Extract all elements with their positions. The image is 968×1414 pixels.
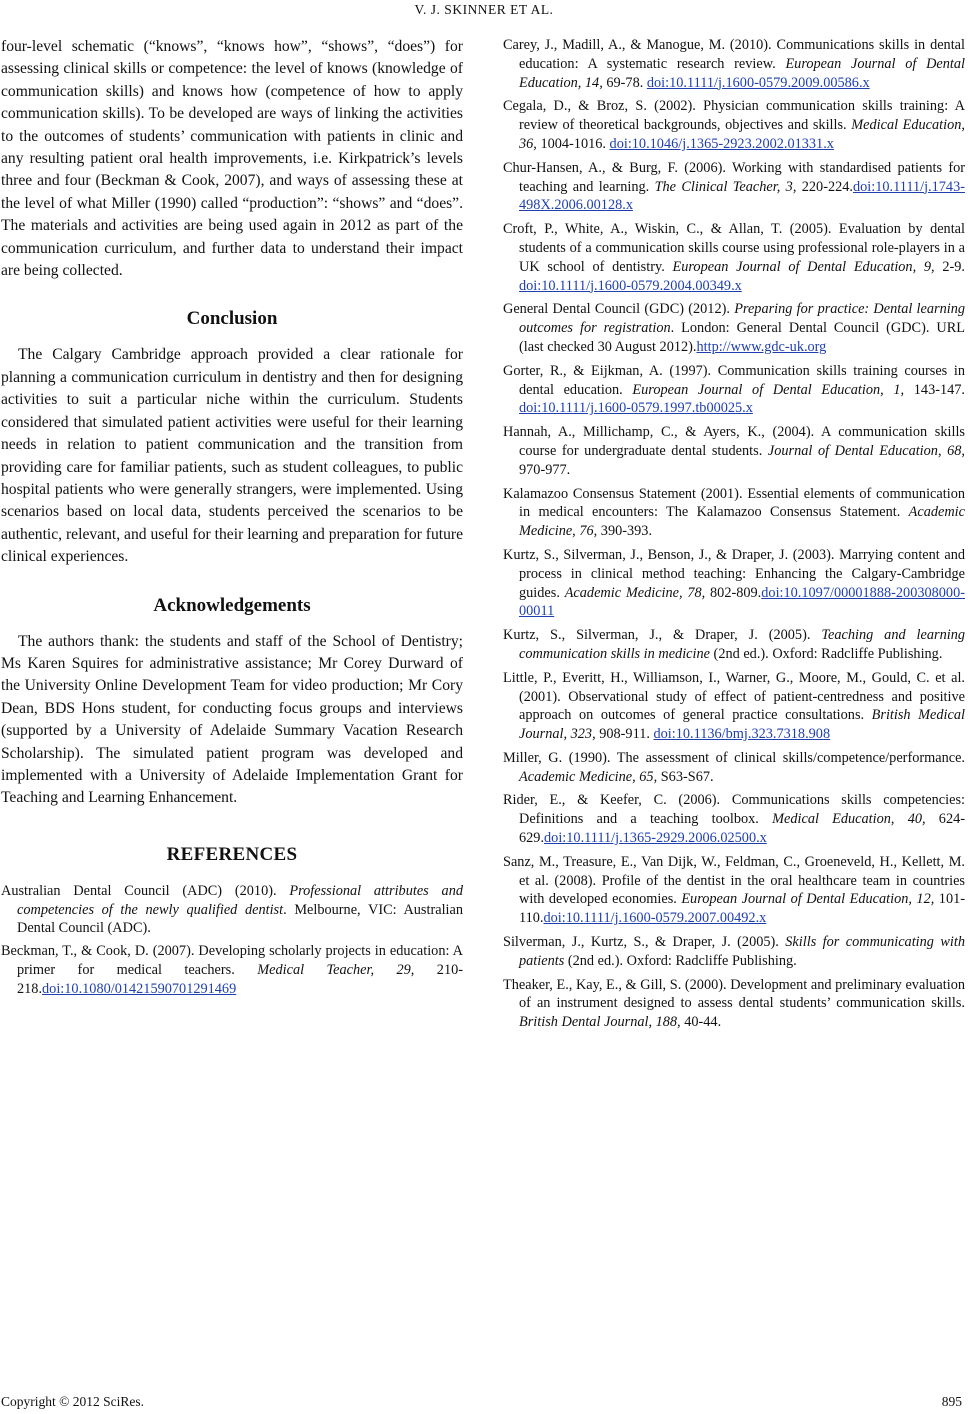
reference-entry (503, 749, 965, 787)
reference-authors-title: Kurtz, S., Silverman, J., Benson, J., & Draper, J. (2003). Marrying content and process in clinical method teaching: Enhancing the Calgary-Cambridge guides. (503, 546, 965, 601)
reference-source: Skills for communicating with patients (519, 934, 965, 969)
reference-authors-title: Beckman, T., & Cook, D. (2007). Developing scholarly projects in education: A primer for medical teachers. (1, 943, 463, 978)
reference-entry (503, 976, 965, 1032)
reference-entry (1, 942, 463, 998)
reference-details: S63-S67. (657, 768, 714, 785)
left-reference-list (1, 882, 463, 999)
intro-paragraph: four-level schematic (“knows”, “knows how”, “shows”, “does”) for assessing clinical skills or competence: the level of knows (knowledge of communication skills) and knows how (competence of how to apply communication skills). To be developed are ways of linking the activities to the outcomes of students’ communication with patients in clinic and any resulting patient oral health improvements, i.e. Kirkpatrick’s levels three and four (Beckman & Cook, 2007), and ways of assessing these at the level of what Miller (1990) called “production”: “shows” and “does”. The materials and activities are being used again in 2012 as part of the communication curriculum, and further data to understand their impact are being collected. (1, 38, 463, 280)
right-column (503, 36, 965, 1037)
acknowledgements-heading: Acknowledgements (153, 594, 311, 616)
reference-authors-title: Miller, G. (1990). The assessment of clinical skills/competence/performance. (503, 749, 965, 766)
left-column (1, 36, 463, 1003)
reference-source: European Journal of Dental Education, 9, (672, 258, 935, 275)
reference-details: 101-110. (519, 891, 965, 927)
reference-entry (503, 626, 965, 664)
reference-source: Professional attributes and competencies of the newly qualified dentist (17, 882, 463, 918)
reference-link[interactable]: doi:10.1111/j.1365-2929.2006.02500.x (544, 830, 767, 847)
reference-details: 802-809. (705, 584, 762, 601)
reference-entry (503, 220, 965, 295)
reference-entry (503, 97, 965, 153)
reference-source: European Journal of Dental Education, 14, (519, 55, 965, 91)
reference-details: 390-393. (597, 523, 653, 540)
reference-authors-title: Theaker, E., Kay, E., & Gill, S. (2000). Development and preliminary evaluation of an instrument designed to assess dental students’ communication skills. (503, 976, 965, 1012)
running-header: V. J. SKINNER ET AL. (414, 2, 554, 17)
reference-link[interactable]: doi:10.1111/j.1600-0579.2004.00349.x (519, 277, 742, 294)
reference-authors-title: Gorter, R., & Eijkman, A. (1997). Communication skills training courses in dental education. (503, 362, 965, 398)
reference-details: (2nd ed.). Oxford: Radcliffe Publishing. (564, 952, 797, 969)
reference-entry (503, 933, 965, 971)
reference-details: (2nd ed.). Oxford: Radcliffe Publishing. (709, 645, 943, 662)
reference-source: Preparing for practice: Dental learning outcomes for registration (519, 301, 965, 337)
reference-source: Medical Teacher, 29, (257, 961, 415, 978)
reference-authors-title: Silverman, J., Kurtz, S., & Draper, J. (2005). (503, 934, 786, 951)
reference-details: 2-9. (934, 258, 965, 275)
reference-entry (503, 669, 965, 744)
reference-source: Academic Medicine, 65, (519, 768, 658, 785)
reference-details: . London: General Dental Council (GDC). URL (last checked 30 August 2012). (519, 320, 965, 355)
page-number: 895 (941, 1394, 962, 1409)
reference-source: European Journal of Dental Education, 12, (681, 891, 935, 908)
reference-entry (503, 791, 965, 847)
reference-authors-title: Hannah, A., Millichamp, C., & Ayers, K., (2004). A communication skills course for undergraduate dental students. (503, 424, 965, 459)
reference-entry (503, 546, 965, 621)
reference-entry (503, 159, 965, 215)
reference-link[interactable]: doi:10.1111/j.1600-0579.2009.00586.x (646, 74, 870, 91)
reference-entry (503, 362, 965, 418)
reference-details: 908-911. (595, 726, 654, 743)
reference-link[interactable]: doi:10.1111/j.1743-498X.2006.00128.x (519, 178, 965, 214)
reference-entry (503, 300, 965, 356)
reference-details: 624-629. (519, 811, 965, 847)
reference-entry (503, 36, 965, 92)
reference-authors-title: Little, P., Everitt, H., Williamson, I., Warner, G., Moore, M., Gould, C. et al. (2001). Observational study of effect of patient-centredness and positive approach on outcomes of general practice consultations. (503, 669, 965, 724)
reference-source: British Dental Journal, 188, (519, 1014, 681, 1031)
reference-source: The Clinical Teacher, 3, (654, 178, 797, 195)
reference-source: Academic Medicine, 76, (519, 504, 965, 540)
reference-authors-title: Sanz, M., Treasure, E., Van Dijk, W., Feldman, C., Groeneveld, H., Kellett, M. et al. (2008). Profile of the dentist in the oral healthcare team in countries with developed economies. (503, 853, 965, 908)
copyright-footer: Copyright © 2012 SciRes. (1, 1394, 145, 1409)
reference-authors-title: Carey, J., Madill, A., & Manogue, M. (2010). Communications skills in dental education: A systematic research review. (503, 37, 965, 72)
reference-link[interactable]: doi:10.1111/j.1600-0579.2007.00492.x (543, 910, 767, 927)
reference-source: Teaching and learning communication skills in medicine (519, 627, 966, 662)
right-reference-list (503, 36, 965, 1032)
reference-link[interactable]: doi:10.1080/01421590701291469 (42, 980, 237, 997)
reference-link[interactable]: http://www.gdc-uk.org (696, 338, 827, 355)
reference-authors-title: General Dental Council (GDC) (2012). (503, 301, 735, 318)
reference-authors-title: Australian Dental Council (ADC) (2010). (1, 882, 290, 899)
reference-source: Journal of Dental Education, 68, (767, 442, 966, 459)
reference-details: 40-44. (680, 1014, 722, 1031)
reference-source: Medical Education, 36, (519, 117, 965, 152)
reference-link[interactable]: doi:10.1046/j.1365-2923.2002.01331.x (609, 135, 834, 152)
reference-entry (503, 423, 965, 479)
reference-authors-title: Kalamazoo Consensus Statement (2001). Essential elements of communication in medical encounters: The Kalamazoo Consensus Statement. (503, 485, 965, 521)
references-heading: REFERENCES (166, 843, 298, 865)
reference-link[interactable]: doi:10.1097/00001888-200308000-00011 (519, 584, 965, 620)
acknowledgements-paragraph: The authors thank: the students and staff of the School of Dentistry; Ms Karen Squires for administrative assistance; Mr Corey Durward of the University Online Development Team for video production; Mr Cory Dean, BDS Hons student, for conducting focus groups and interviews (supported by a University of Adelaide Summary Vacation Research Scholarship). The simulated patient program was developed and implemented with a University of Adelaide Implementation Grant for Teaching and Learning Enhancement. (1, 632, 463, 807)
reference-details: . Melbourne, VIC: Australian Dental Council (ADC). (17, 901, 464, 937)
reference-details: 1004-1016. (536, 135, 610, 152)
reference-details: 220-224. (796, 178, 853, 195)
reference-authors-title: Croft, P., White, A., Wiskin, C., & Allan, T. (2005). Evaluation by dental students of a communication skills course using professional role-players in a UK school of dentistry. (503, 221, 965, 275)
reference-link[interactable]: doi:10.1111/j.1600-0579.1997.tb00025.x (519, 400, 753, 417)
reference-source: British Medical Journal, 323, (519, 707, 965, 743)
conclusion-paragraph: The Calgary Cambridge approach provided a clear rationale for planning a communication curriculum in dentistry and then for designing activities to suit a particular niche within the curriculum. Students considered that simulated patient activities were useful for their learning needs in relation to patient communication and the transition from providing care for familiar patients, such as student colleagues, to public hospital patients who were generally strangers, were implemented. Using scenarios based on local data, students perceived the scenarios to be authentic, relevant, and useful for their learning and preparation for future clinical experiences. (1, 346, 463, 566)
reference-authors-title: Chur-Hansen, A., & Burg, F. (2006). Working with standardised patients for teaching and learning. (503, 159, 965, 195)
reference-entry (1, 882, 463, 938)
reference-authors-title: Kurtz, S., Silverman, J., & Draper, J. (2005). (503, 627, 822, 644)
reference-details: 69-78. (602, 74, 647, 91)
reference-authors-title: Rider, E., & Keefer, C. (2006). Communications skills competencies: Definitions and a teaching toolbox. (503, 792, 965, 828)
reference-entry (503, 853, 965, 928)
reference-source: Medical Education, 40, (772, 811, 926, 828)
reference-details: 210-218. (17, 961, 464, 997)
reference-source: Academic Medicine, 78, (564, 584, 706, 601)
conclusion-heading: Conclusion (186, 308, 278, 330)
reference-source: European Journal of Dental Education, 1, (632, 381, 905, 398)
reference-details: 970-977. (519, 461, 571, 478)
reference-link[interactable]: doi:10.1136/bmj.323.7318.908 (653, 726, 831, 743)
reference-details: 143-147. (904, 381, 966, 398)
reference-authors-title: Cegala, D., & Broz, S. (2002). Physician communication skills training: A review of theoretical backgrounds, objectives and skills. (503, 98, 965, 134)
reference-entry (503, 485, 965, 541)
